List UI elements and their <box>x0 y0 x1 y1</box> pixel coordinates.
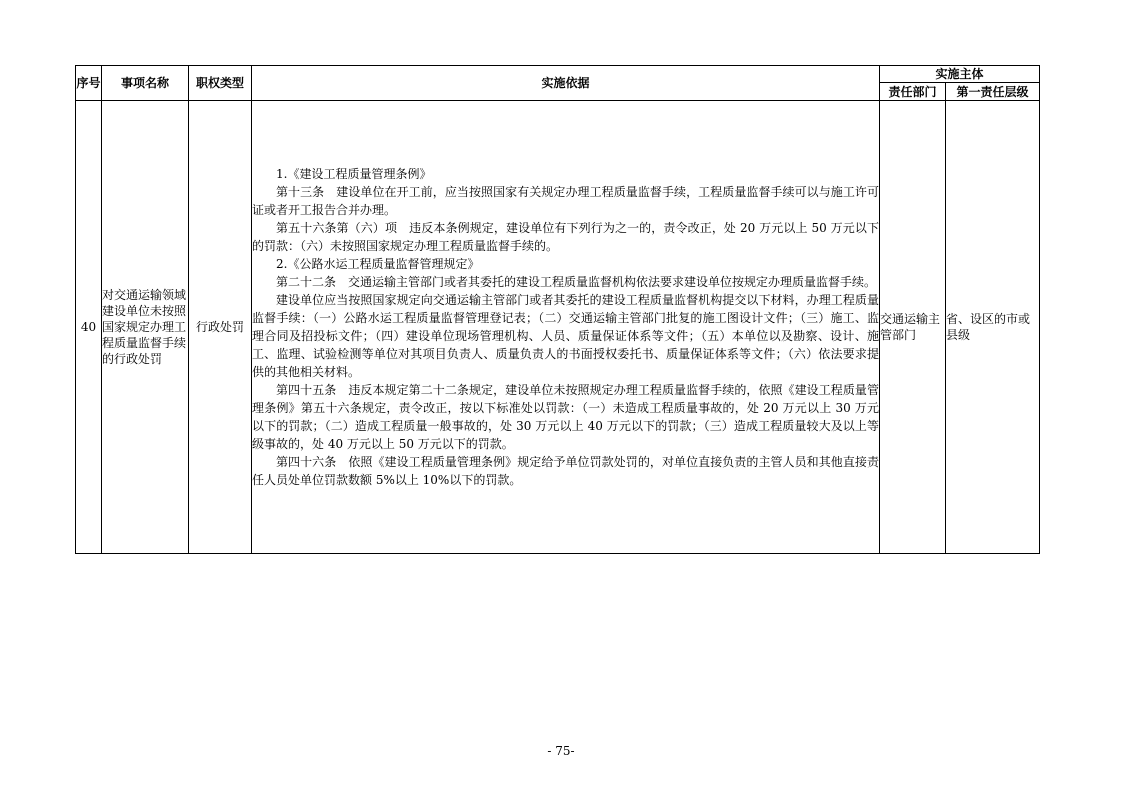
row-power-type: 行政处罚 <box>189 101 252 554</box>
basis-paragraph: 第五十六条第（六）项 违反本条例规定，建设单位有下列行为之一的，责令改正，处 20 万元以上 50 万元以下的罚款：（六）未按照国家规定办理工程质量监督手续的。 <box>252 221 879 253</box>
header-item-name: 事项名称 <box>102 66 189 101</box>
header-seq: 序号 <box>76 66 102 101</box>
basis-paragraph: 第十三条 建设单位在开工前，应当按照国家有关规定办理工程质量监督手续，工程质量监督手续可以与施工许可证或者开工报告合并办理。 <box>252 185 879 217</box>
header-level: 第一责任层级 <box>946 83 1040 101</box>
basis-paragraph: 建设单位应当按照国家规定向交通运输主管部门或者其委托的建设工程质量监督机构提交以下材料，办理工程质量监督手续：（一）公路水运工程质量监督管理登记表；（二）交通运输主管部门批复的施工图设计文件；（三）施工、监理合同及招投标文件；（四）建设单位现场管理机构、人员、质量保证体系等文件；（五）本单位以及勘察、设计、施工、监理、试验检测等单位对其项目负责人、质量负责人的书面授权委托书、质量保证体系等文件；（六）依法要求提供的其他相关材料。 <box>252 293 879 379</box>
header-dept: 责任部门 <box>880 83 946 101</box>
row-level: 省、设区的市或县级 <box>946 101 1040 554</box>
basis-paragraph: 1.《建设工程质量管理条例》 <box>276 167 432 181</box>
responsibility-table <box>75 65 1040 554</box>
basis-paragraph: 第四十五条 违反本规定第二十二条规定，建设单位未按照规定办理工程质量监督手续的，依照《建设工程质量管理条例》第五十六条规定，责令改正，按以下标准处以罚款：（一）未造成工程质量事故的，处 20 万元以上 30 万元以下的罚款；（二）造成工程质量一般事故的，处 30 万元以上 40 万元以下的罚款；（三）造成工程质量较大及以上等级事故的，处 40 万元以上 50 万元以下的罚款。 <box>252 383 879 451</box>
row-basis <box>252 101 880 554</box>
header-subject: 实施主体 <box>880 66 1040 83</box>
header-power-type: 职权类型 <box>189 66 252 101</box>
header-basis: 实施依据 <box>252 66 880 101</box>
row-seq: 40 <box>76 101 102 554</box>
table-row <box>76 101 1040 554</box>
basis-paragraph: 第四十六条 依照《建设工程质量管理条例》规定给予单位罚款处罚的，对单位直接负责的主管人员和其他直接责任人员处单位罚款数额 5%以上 10%以下的罚款。 <box>252 455 879 487</box>
row-item-name: 对交通运输领域建设单位未按照国家规定办理工程质量监督手续的行政处罚 <box>102 101 189 554</box>
page-number: - 75- <box>547 744 575 758</box>
basis-paragraph: 2.《公路水运工程质量监督管理规定》 <box>276 257 480 271</box>
basis-paragraph: 第二十二条 交通运输主管部门或者其委托的建设工程质量监督机构依法要求建设单位按规定办理质量监督手续。 <box>276 275 877 289</box>
row-dept: 交通运输主管部门 <box>880 101 946 554</box>
